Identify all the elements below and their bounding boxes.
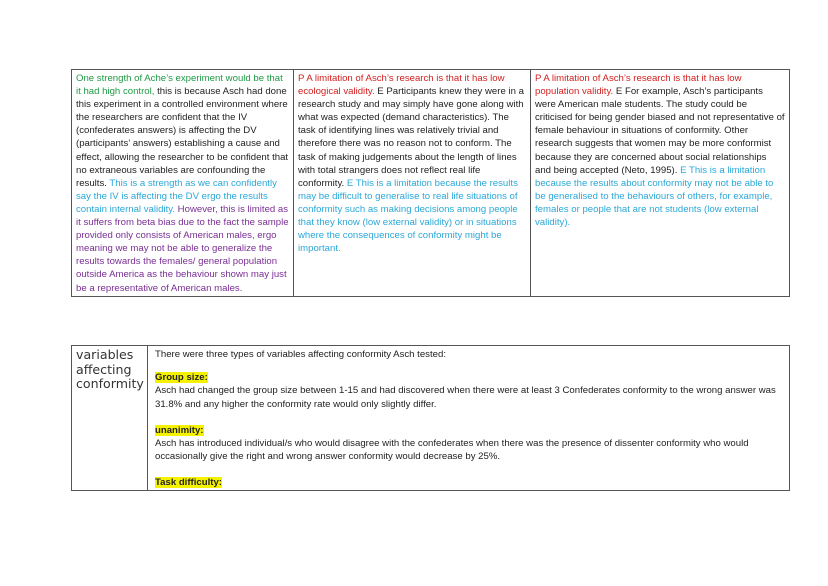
point-text: One strength of Ache’s experiment would be that it had high control, [76,73,283,98]
evaluation-row [72,70,790,297]
evaluation-cell-ecological-validity [294,70,531,297]
unanimity-text: Asch has introduced individual/s who would disagree with the confederates when there was the presence of dissenter conformity who would occasionally give the right and wrong answer conformity would decrease by 25%. [155,438,749,463]
variables-content [148,346,790,491]
counterpoint-text: However, this is limited as it suffers from beta bias due to the fact the sample provided only consists of American males, ergo meaning we may not be able to generalize the results towards the females/ general population outside America as the behaviour shown may just be a representative of American males. [76,203,289,294]
variables-label: variables affecting conformity [72,346,148,491]
explanation-text: E For example, Asch’s participants were American male students. The study could be criticised for being gender biased and not representative of female behaviour in situations of conformity. Other research suggests that women may be more conformist because they are concerned about social relationships and being accepted (Neto, 1995). [535,86,785,176]
explanation-text: this is because Asch had done this experiment in a controlled environment where the researchers are confident that the IV (confederates answers) is affecting the DV (participants’ answers) establishing a cause and effect, allowing the researcher to be confident that no extraneous variables are confounding the results. [76,86,289,189]
task-difficulty-heading: Task difficulty: [155,477,222,489]
variables-row [72,346,790,491]
group-size-text: Asch had changed the group size between 1-15 and had discovered when there were at least 3 Confederates conformity to the wrong answer was 31.8% and any higher the conformity rate would only slightly differ. [155,385,776,410]
unanimity-heading: unanimity: [155,424,204,436]
evaluation-text: E This is a limitation because the results may be difficult to generalise to real life situations of conformity such as making decisions among people that they know (low external validity) or in situations where the consequences of conformity might be important. [298,177,518,255]
variables-table [71,345,790,491]
group-size-heading: Group size: [155,372,208,384]
explanation-text: E Participants knew they were in a research study and may simply have gone along with what was expected (demand characteristics). The task of identifying lines was relatively trivial and therefore there was no reason not to conform. The task of making judgements about the length of lines with total strangers does not reflect real life conformity. [298,86,524,189]
evaluation-table [71,69,790,297]
evaluation-cell-strength [72,70,294,297]
evaluation-cell-population-validity [531,70,790,297]
evaluation-text: E This is a limitation because the results about conformity may not be able to be generalised to the behaviours of others, for example, females or people that are not students (low external validity). [535,164,774,229]
point-text: P A limitation of Asch’s research is that it has low ecological validity. [298,73,505,98]
variables-intro: There were three types of variables affecting conformity Asch tested: [155,349,446,360]
point-text: P A limitation of Asch’s research is that it has low population validity. [535,73,742,98]
evaluation-text: This is a strength as we can confidently say the IV is affecting the DV ergo the results contain internal validity. [76,177,277,215]
